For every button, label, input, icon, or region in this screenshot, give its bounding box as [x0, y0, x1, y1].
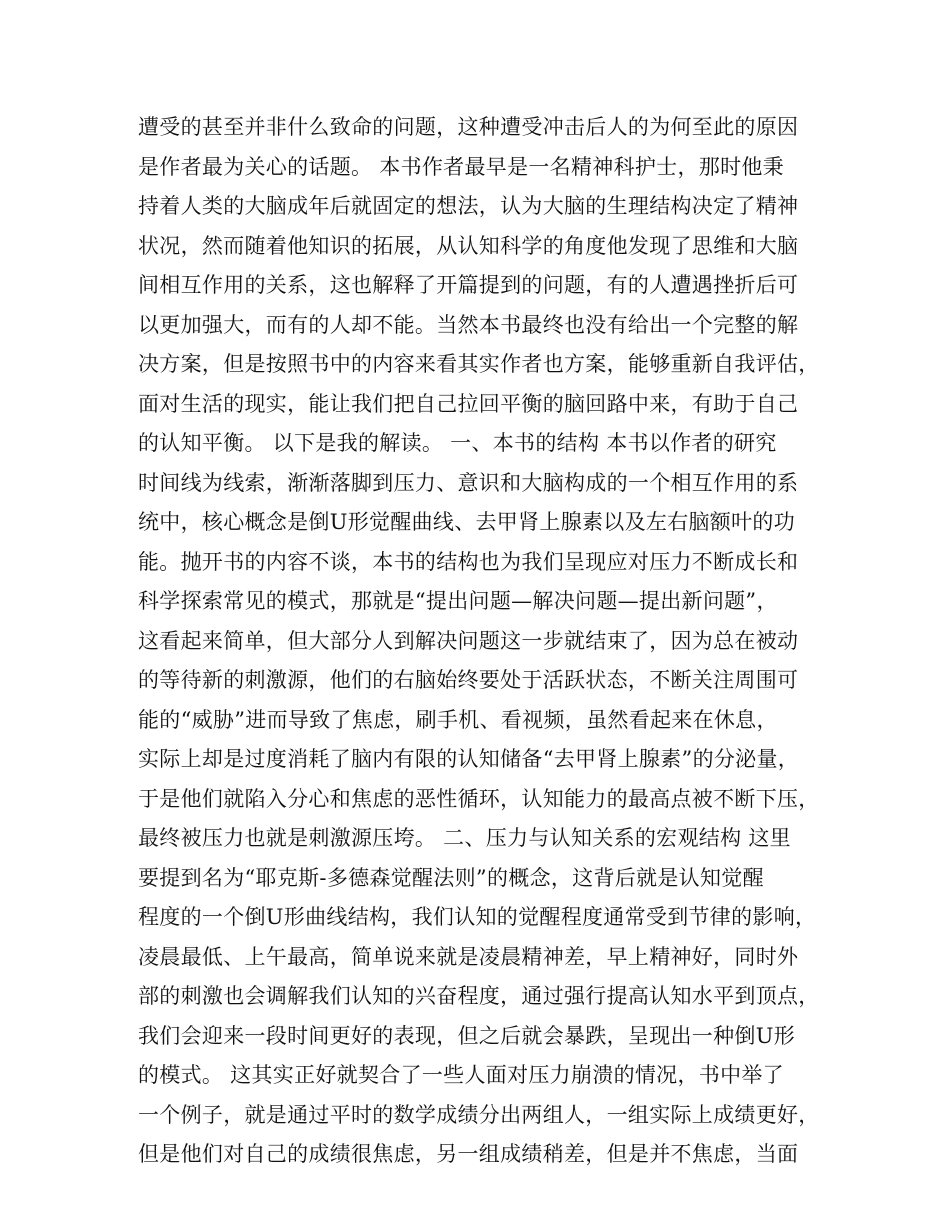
text-line: 决方案，但是按照书中的内容来看其实作者也方案，能够重新自我评估， [138, 352, 820, 376]
text-line: 统中，核心概念是倒U形觉醒曲线、去甲肾上腺素以及左右脑额叶的功 [138, 510, 795, 534]
text-line: 的等待新的刺激源，他们的右脑始终要处于活跃状态，不断关注周围可 [138, 668, 799, 692]
text-line: 间相互作用的关系，这也解释了开篇提到的问题，有的人遭遇挫折后可 [138, 273, 799, 297]
text-line: 一个例子，就是通过平时的数学成绩分出两组人，一组实际上成绩更好， [138, 1102, 820, 1127]
text-line: 能的“威胁”进而导致了焦虑，刷手机、看视频，虽然看起来在休息， [138, 707, 778, 732]
text-line: 持着人类的大脑成年后就固定的想法，认为大脑的生理结构决定了精神 [138, 194, 799, 218]
text-line: 的模式。 这其实正好就契合了一些人面对压力崩溃的情况，书中举了 [138, 1063, 784, 1087]
text-line: 以更加强大，而有的人却不能。当然本书最终也没有给出一个完整的解 [138, 312, 799, 337]
text-line: 最终被压力也就是刺激源压垮。 二、压力与认知关系的宏观结构 这里 [138, 826, 791, 850]
text-line: 程度的一个倒U形曲线结构，我们认知的觉醒程度通常受到节律的影响， [138, 905, 817, 929]
text-line: 的认知平衡。 以下是我的解读。 一、本书的结构 本书以作者的研究 [138, 431, 777, 455]
body-text [138, 108, 838, 1175]
text-line: 我们会迎来一段时间更好的表现，但之后就会暴跌，呈现出一种倒U形 [138, 1023, 795, 1048]
text-line: 要提到名为“耶克斯-多德森觉醒法则”的概念，这背后就是认知觉醒 [138, 865, 764, 890]
text-line: 遭受的甚至并非什么致命的问题，这种遭受冲击后人的为何至此的原因 [138, 115, 799, 139]
text-line: 是作者最为关心的话题。 本书作者最早是一名精神科护士，那时他秉 [138, 154, 784, 179]
text-line: 这看起来简单，但大部分人到解决问题这一步就结束了，因为总在被动 [138, 628, 799, 653]
text-line: 实际上却是过度消耗了脑内有限的认知储备“去甲肾上腺素”的分泌量， [138, 747, 800, 771]
text-line: 于是他们就陷入分心和焦虑的恶性循环，认知能力的最高点被不断下压， [138, 786, 820, 811]
text-line: 能。抛开书的内容不谈，本书的结构也为我们呈现应对压力不断成长和 [138, 549, 799, 574]
text-line: 部的刺激也会调解我们认知的兴奋程度，通过强行提高认知水平到顶点， [138, 984, 820, 1008]
text-line: 但是他们对自己的成绩很焦虑，另一组成绩稍差，但是并不焦虑，当面 [138, 1142, 799, 1166]
text-line: 科学探索常见的模式，那就是“提出问题—解决问题—提出新问题”， [138, 589, 778, 613]
text-line: 时间线为线索，渐渐落脚到压力、意识和大脑构成的一个相互作用的系 [138, 470, 799, 495]
text-line: 凌晨最低、上午最高，简单说来就是凌晨精神差，早上精神好，同时外 [138, 944, 799, 969]
text-line: 面对生活的现实，能让我们把自己拉回平衡的脑回路中来，有助于自己 [138, 391, 799, 416]
text-line: 状况，然而随着他知识的拓展，从认知科学的角度他发现了思维和大脑 [138, 233, 799, 258]
